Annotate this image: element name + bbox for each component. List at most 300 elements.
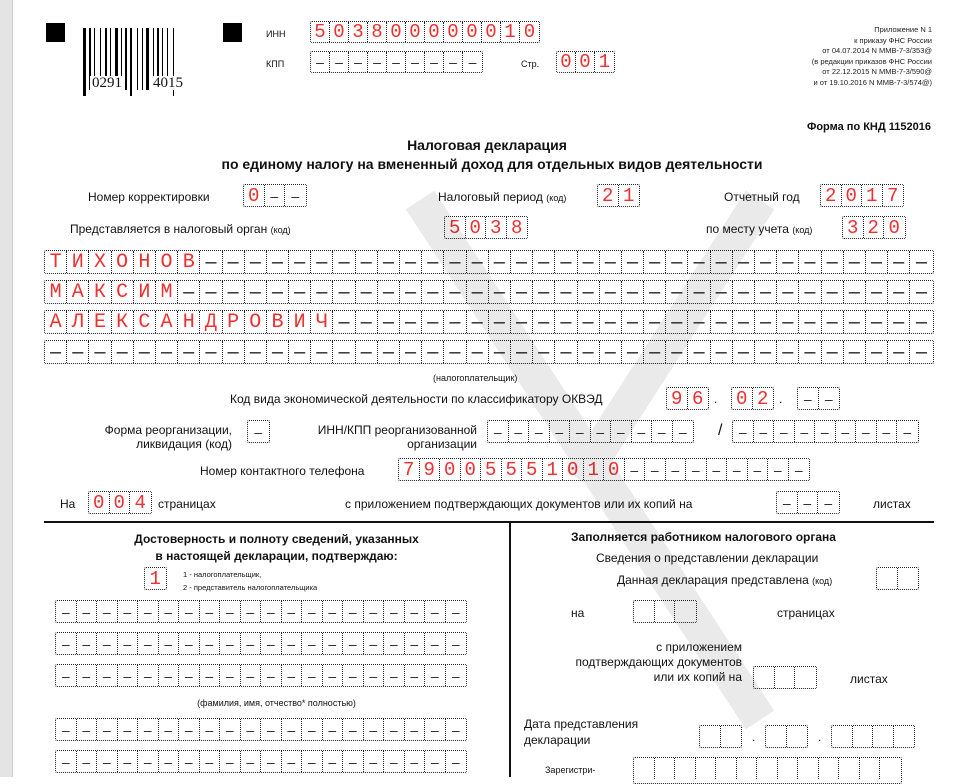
form-cell: 0 <box>110 492 131 513</box>
form-cell: 8 <box>511 216 523 239</box>
form-cell: – <box>356 341 378 363</box>
okved-dot: . <box>779 392 783 406</box>
form-cell: – <box>777 281 799 303</box>
form-cell: 0 <box>444 22 463 42</box>
form-cell: 5 <box>445 217 466 238</box>
page-number-field[interactable] <box>556 51 615 73</box>
form-cell: – <box>178 341 200 363</box>
form-cell: 0 <box>732 388 753 409</box>
submitted-label <box>617 573 832 588</box>
form-cell: – <box>282 719 303 740</box>
form-cell: – <box>578 311 600 333</box>
form-cell: – <box>915 250 927 273</box>
form-cell: – <box>600 251 622 273</box>
office-on-label: на <box>571 606 585 620</box>
form-cell: К <box>112 311 134 333</box>
form-cell: – <box>798 492 819 513</box>
form-cell: В <box>178 251 200 273</box>
form-cell: – <box>97 665 118 686</box>
form-cell: – <box>754 421 775 442</box>
form-cell: С <box>134 311 156 333</box>
form-cell <box>832 726 853 747</box>
date-month-field[interactable] <box>765 725 808 748</box>
form-cell: – <box>220 751 241 772</box>
tax-period-text: Налоговый период <box>438 190 543 204</box>
reorg-form-label-2: ликвидация (код) <box>136 437 232 451</box>
form-cell: – <box>323 665 344 686</box>
form-cell: – <box>451 635 460 652</box>
form-cell: – <box>400 281 422 303</box>
form-cell: – <box>844 281 866 303</box>
form-cell <box>819 758 840 779</box>
taxpayer-name-row-4[interactable] <box>44 340 934 364</box>
reorg-kpp-field[interactable] <box>732 420 919 443</box>
signer-org-row-1[interactable] <box>55 718 467 741</box>
form-cell: – <box>844 311 866 333</box>
form-cell: 0 <box>557 52 576 72</box>
form-cell <box>873 726 894 747</box>
form-code: Форма по КНД 1152016 <box>806 121 931 133</box>
form-cell: 1 <box>543 459 564 480</box>
form-cell: – <box>323 719 344 740</box>
form-cell: – <box>824 494 833 511</box>
form-cell: – <box>261 751 282 772</box>
form-cell: – <box>179 719 200 740</box>
form-cell <box>839 758 860 779</box>
form-cell: – <box>179 601 200 622</box>
form-cell: – <box>774 421 795 442</box>
form-cell: – <box>368 52 387 72</box>
form-cell: 0 <box>463 22 482 42</box>
appendix-note <box>812 25 932 88</box>
form-cell: 0 <box>461 459 482 480</box>
form-cell: – <box>179 751 200 772</box>
form-cell: – <box>711 281 733 303</box>
form-cell: – <box>265 185 286 206</box>
form-cell: – <box>200 665 221 686</box>
form-cell: 7 <box>399 459 420 480</box>
form-cell: – <box>405 751 426 772</box>
form-cell: – <box>444 341 466 363</box>
form-cell: – <box>799 281 821 303</box>
form-cell: 4 <box>134 491 146 514</box>
okved-dot: . <box>714 392 718 406</box>
form-cell: – <box>625 459 646 480</box>
taxpayer-name-row-3[interactable] <box>44 310 934 334</box>
signer-org-row-2[interactable] <box>55 750 467 773</box>
form-cell: – <box>622 281 644 303</box>
tax-authority-text: Представляется в налоговый орган <box>70 222 268 236</box>
form-cell: – <box>644 281 666 303</box>
form-cell: – <box>302 719 323 740</box>
taxpayer-name-row-2[interactable] <box>44 280 934 304</box>
form-cell: – <box>915 340 927 363</box>
form-cell: – <box>733 251 755 273</box>
form-cell: – <box>555 311 577 333</box>
appendix-line: (в редакции приказов ФНС России <box>811 56 932 66</box>
reorg-inn-kpp-label <box>285 423 477 451</box>
form-cell <box>737 758 758 779</box>
okved-group-2[interactable] <box>731 387 774 410</box>
form-cell: А <box>156 311 178 333</box>
form-cell: – <box>159 665 180 686</box>
form-cell: – <box>384 665 405 686</box>
form-cell: – <box>600 281 622 303</box>
form-cell: – <box>56 719 77 740</box>
document-title: Налоговая декларация <box>407 137 567 153</box>
form-cell <box>634 601 655 622</box>
signer-option-1: 1 - налогоплательщик, <box>183 570 262 579</box>
form-cell: – <box>220 719 241 740</box>
form-cell: – <box>118 751 139 772</box>
form-cell: 3 <box>843 217 864 238</box>
form-cell: – <box>405 601 426 622</box>
form-cell: – <box>888 311 910 333</box>
okved-group-1[interactable] <box>666 387 709 410</box>
form-cell: – <box>666 281 688 303</box>
form-cell: – <box>291 187 300 204</box>
form-cell: – <box>570 421 591 442</box>
form-cell: – <box>56 665 77 686</box>
reporting-year-field[interactable] <box>820 184 904 207</box>
form-cell: 0 <box>482 22 501 42</box>
form-cell: – <box>200 251 222 273</box>
form-cell: – <box>467 251 489 273</box>
form-cell: – <box>254 423 263 440</box>
form-cell: – <box>349 52 368 72</box>
form-cell: – <box>468 54 477 70</box>
form-cell: – <box>364 601 385 622</box>
correction-number-label: Номер корректировки <box>88 190 210 204</box>
form-cell <box>880 758 901 779</box>
form-cell: – <box>888 281 910 303</box>
registration-mark-right <box>223 23 242 42</box>
form-cell: – <box>77 719 98 740</box>
submitted-code-field[interactable] <box>876 567 919 590</box>
barcode-bar <box>146 28 149 90</box>
form-cell: О <box>156 251 178 273</box>
form-cell: – <box>578 341 600 363</box>
form-cell: – <box>241 751 262 772</box>
form-cell: Ч <box>311 311 333 333</box>
okved-group-3[interactable] <box>797 387 840 410</box>
form-cell: – <box>844 251 866 273</box>
form-cell: – <box>711 341 733 363</box>
office-pages-field[interactable] <box>633 600 697 623</box>
form-cell: – <box>138 601 159 622</box>
form-cell: – <box>777 251 799 273</box>
barcode-number-left: 0291 <box>92 75 122 91</box>
form-cell: 0 <box>888 216 900 239</box>
form-cell: – <box>733 341 755 363</box>
tax-office-title: Заполняется работником налогового органа <box>571 530 836 544</box>
form-cell: – <box>302 633 323 654</box>
tax-period-code: (код) <box>546 193 567 203</box>
form-cell: – <box>267 281 289 303</box>
form-cell: – <box>356 281 378 303</box>
form-cell: – <box>241 665 262 686</box>
tax-authority-code: (код) <box>270 225 291 235</box>
form-cell: – <box>777 311 799 333</box>
form-cell: 2 <box>864 217 885 238</box>
form-cell: – <box>97 751 118 772</box>
form-cell: – <box>632 421 653 442</box>
office-sheets-field[interactable] <box>753 666 817 689</box>
form-cell: Н <box>178 311 200 333</box>
form-cell: – <box>903 423 912 440</box>
form-cell: 1 <box>862 185 883 206</box>
office-attach-line-1: с приложением <box>656 640 742 654</box>
form-cell: – <box>748 459 769 480</box>
signer-fio-row-1[interactable] <box>55 600 467 623</box>
form-cell: 0 <box>440 459 461 480</box>
form-cell: – <box>822 251 844 273</box>
form-cell: – <box>652 421 673 442</box>
form-cell: – <box>384 633 405 654</box>
form-cell: – <box>555 251 577 273</box>
form-cell <box>898 568 919 589</box>
form-cell: – <box>77 751 98 772</box>
tax-authority-label <box>70 222 291 237</box>
form-cell: Т <box>45 251 67 273</box>
form-cell: 9 <box>420 459 441 480</box>
form-cell: 0 <box>425 22 444 42</box>
form-cell: – <box>138 719 159 740</box>
form-cell: 9 <box>667 388 688 409</box>
form-cell: – <box>666 311 688 333</box>
form-cell: – <box>302 751 323 772</box>
form-cell: – <box>794 461 803 478</box>
form-cell: – <box>323 601 344 622</box>
date-year-field[interactable] <box>831 725 915 748</box>
form-cell: – <box>289 281 311 303</box>
kpp-label: КПП <box>266 59 285 69</box>
form-cell: – <box>378 251 400 273</box>
barcode-number-right: 4015 <box>153 75 183 91</box>
form-cell: – <box>511 311 533 333</box>
form-cell: – <box>200 633 221 654</box>
form-cell <box>675 601 696 622</box>
kpp-field[interactable] <box>310 51 483 73</box>
form-cell: – <box>245 341 267 363</box>
form-cell <box>721 726 742 747</box>
form-cell: 1 <box>623 184 635 207</box>
form-cell: – <box>97 719 118 740</box>
form-cell: – <box>425 52 444 72</box>
form-cell: – <box>77 665 98 686</box>
form-cell: – <box>343 665 364 686</box>
reorg-inn-kpp-label-2: организации <box>407 437 477 451</box>
form-cell: 5 <box>311 22 330 42</box>
form-cell: – <box>45 341 67 363</box>
form-cell: – <box>138 665 159 686</box>
form-cell: – <box>302 601 323 622</box>
barcode-bar <box>83 28 86 96</box>
inn-label: ИНН <box>266 29 286 39</box>
form-cell: – <box>533 281 555 303</box>
form-cell: М <box>45 281 67 303</box>
form-cell: 5 <box>522 459 543 480</box>
date-dot: . <box>752 730 756 744</box>
form-cell: Л <box>67 311 89 333</box>
form-cell: 1 <box>501 22 520 42</box>
phone-label: Номер контактного телефона <box>200 464 365 478</box>
signer-fio-row-2[interactable] <box>55 632 467 655</box>
form-cell: Д <box>200 311 222 333</box>
form-cell: – <box>311 251 333 273</box>
form-cell: Р <box>223 311 245 333</box>
form-cell: – <box>511 281 533 303</box>
form-cell: – <box>384 601 405 622</box>
form-cell: – <box>533 311 555 333</box>
form-cell: – <box>425 665 446 686</box>
form-cell: – <box>282 751 303 772</box>
form-cell <box>634 758 655 779</box>
form-cell <box>754 667 775 688</box>
taxpayer-name-row-1[interactable] <box>44 250 934 274</box>
confirm-title-2: в настоящей декларации, подтверждаю: <box>155 549 398 563</box>
form-cell: – <box>384 751 405 772</box>
appendix-line: к приказу ФНС России <box>854 35 932 45</box>
form-cell: – <box>343 633 364 654</box>
form-cell: – <box>97 633 118 654</box>
place-of-registration-label <box>706 222 812 237</box>
reorg-form-label <box>86 423 232 451</box>
form-cell: А <box>45 311 67 333</box>
form-cell: – <box>768 459 789 480</box>
form-cell <box>696 758 717 779</box>
correction-number-field[interactable] <box>243 184 307 207</box>
page-left-edge <box>0 0 13 777</box>
form-cell: – <box>555 281 577 303</box>
form-cell <box>798 758 819 779</box>
form-cell: – <box>89 341 111 363</box>
form-cell: – <box>112 341 134 363</box>
tax-authority-field[interactable] <box>444 216 528 239</box>
form-cell: – <box>178 281 200 303</box>
place-text: по месту учета <box>706 222 789 236</box>
form-cell <box>860 758 881 779</box>
form-cell: – <box>200 719 221 740</box>
tax-period-field[interactable] <box>597 184 640 207</box>
place-of-registration-field[interactable] <box>842 216 906 239</box>
form-cell: – <box>822 311 844 333</box>
form-cell: Е <box>89 311 111 333</box>
form-cell: – <box>179 633 200 654</box>
form-cell: – <box>611 421 632 442</box>
form-cell: – <box>422 281 444 303</box>
office-attach-label <box>540 640 742 685</box>
pages-count-field[interactable] <box>88 491 152 514</box>
form-cell <box>775 667 796 688</box>
form-cell: – <box>179 665 200 686</box>
form-cell: – <box>138 751 159 772</box>
form-cell: – <box>330 52 349 72</box>
form-cell: – <box>333 251 355 273</box>
form-cell: – <box>451 721 460 738</box>
form-cell: – <box>200 281 222 303</box>
form-cell: – <box>364 665 385 686</box>
form-cell: – <box>223 341 245 363</box>
form-cell <box>795 667 816 688</box>
form-cell: – <box>343 751 364 772</box>
form-cell: – <box>333 341 355 363</box>
form-cell: К <box>89 281 111 303</box>
form-cell: – <box>836 421 857 442</box>
reorg-inn-field[interactable] <box>487 420 694 443</box>
form-cell: 0 <box>89 492 110 513</box>
form-cell: – <box>755 311 777 333</box>
appendix-line: и от 19.10.2016 N ММВ-7-3/574@) <box>813 77 932 87</box>
reorg-inn-kpp-label-1: ИНН/КПП реорганизованной <box>317 423 477 437</box>
attachments-sheets-field[interactable] <box>776 491 840 514</box>
reorg-slash: / <box>718 422 723 439</box>
form-cell: – <box>302 665 323 686</box>
form-cell: 1 <box>149 567 161 590</box>
form-cell: – <box>67 341 89 363</box>
form-cell: 3 <box>349 22 368 42</box>
form-cell: – <box>451 753 460 770</box>
form-cell: – <box>678 423 687 440</box>
form-cell <box>853 726 874 747</box>
form-cell: – <box>311 281 333 303</box>
form-cell: – <box>159 751 180 772</box>
signer-type-field[interactable] <box>144 567 167 590</box>
office-attach-line-3: или их копий на <box>653 670 742 684</box>
appendix-line: от 04.07.2014 N ММВ-7-3/353@ <box>822 46 932 55</box>
taxpayer-caption: (налогоплательщик) <box>433 373 518 383</box>
form-cell: – <box>159 719 180 740</box>
form-cell: – <box>261 633 282 654</box>
form-cell: – <box>343 601 364 622</box>
reporting-year-label: Отчетный год <box>724 190 800 204</box>
date-label-2: декларации <box>524 733 591 747</box>
reorg-form-field[interactable] <box>247 420 270 443</box>
reorg-form-label-1: Форма реорганизации, <box>104 423 232 437</box>
form-cell: – <box>333 311 355 333</box>
attachments-label: с приложением подтверждающих документов или их копий на <box>345 497 693 511</box>
form-cell <box>700 726 721 747</box>
form-cell: – <box>888 341 910 363</box>
registration-number-field[interactable] <box>633 757 902 784</box>
form-cell: 2 <box>598 185 619 206</box>
office-pages-label: страницах <box>777 606 835 620</box>
form-cell: 6 <box>692 387 704 410</box>
signer-fio-row-3[interactable] <box>55 664 467 687</box>
form-cell: – <box>282 601 303 622</box>
form-cell: – <box>400 251 422 273</box>
form-cell: – <box>384 719 405 740</box>
form-cell <box>778 758 799 779</box>
form-cell: – <box>529 421 550 442</box>
form-cell <box>894 726 915 747</box>
form-cell: – <box>405 633 426 654</box>
pages-on-label: На <box>60 497 76 511</box>
form-cell: – <box>422 341 444 363</box>
registered-label: Зарегистри- <box>545 765 596 775</box>
form-cell: – <box>422 251 444 273</box>
form-cell: 0 <box>842 185 863 206</box>
form-cell: – <box>425 719 446 740</box>
submitted-code: (код) <box>812 576 833 586</box>
form-cell: – <box>856 421 877 442</box>
form-cell: – <box>755 251 777 273</box>
phone-field[interactable] <box>398 458 810 481</box>
section-divider-horizontal <box>44 521 934 523</box>
inn-field[interactable] <box>310 21 540 43</box>
date-day-field[interactable] <box>699 725 742 748</box>
form-cell: – <box>815 421 836 442</box>
